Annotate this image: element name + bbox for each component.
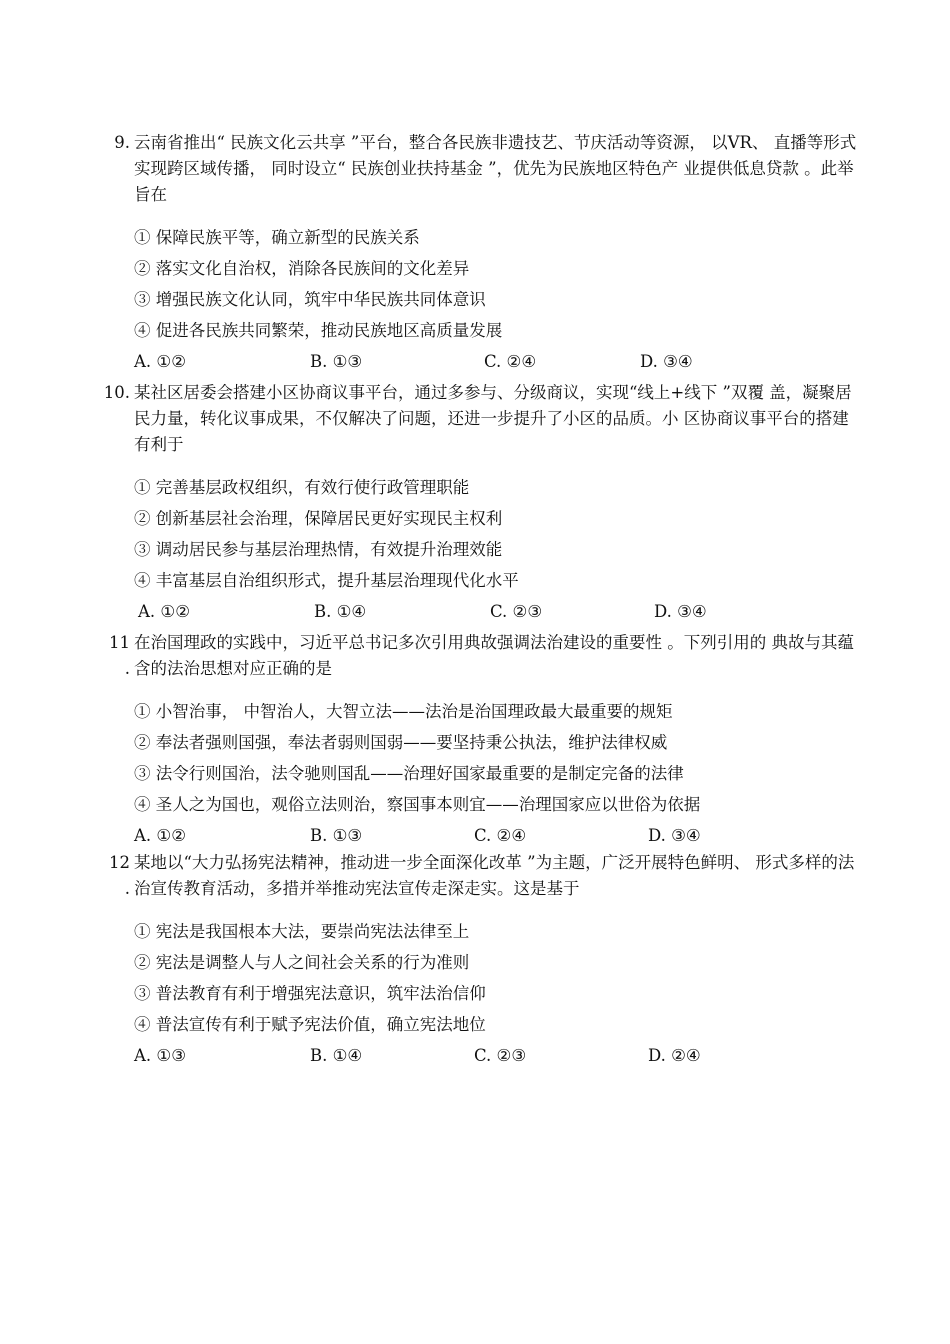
answer-choices (134, 1040, 860, 1071)
statement-3: ③ 增强民族文化认同，筑牢中华民族共同体意识 (134, 290, 486, 309)
choice-a: A. ①② (134, 826, 186, 845)
choice-a: A. ①② (138, 602, 190, 621)
statement-2: ② 奉法者强则国强，奉法者弱则国弱——要坚持秉公执法，维护法律权威 (134, 733, 668, 752)
question-9 (100, 130, 860, 377)
statement-list (100, 916, 860, 1040)
statement-1: ① 小智治事， 中智治人，大智立法——法治是治国理政最大最重要的规矩 (134, 702, 673, 721)
question-stem (100, 380, 860, 458)
statement-1: ① 完善基层政权组织，有效行使行政管理职能 (134, 478, 470, 497)
question-number: 9. (114, 133, 130, 152)
question-10 (100, 380, 860, 627)
question-stem (100, 130, 860, 208)
choice-c: C. ②④ (474, 826, 527, 845)
statement-3: ③ 法令行则国治，法令驰则国乱——治理好国家最重要的是制定完备的法律 (134, 764, 684, 783)
answer-choices (134, 346, 860, 377)
choice-c: C. ②③ (474, 1046, 527, 1065)
question-11 (100, 630, 860, 851)
choice-b: B. ①③ (310, 826, 363, 845)
choice-d: D. ②④ (648, 1046, 701, 1065)
statement-4: ④ 普法宣传有利于赋予宪法价值，确立宪法地位 (134, 1015, 486, 1034)
choice-b: B. ①④ (310, 1046, 363, 1065)
question-text: 某社区居委会搭建小区协商议事平台，通过多参与、分级商议，实现“线上+线下 ”双覆 盖，凝聚居民力量，转化议事成果，不仅解决了问题，还进一步提升了小区的品质。小 区协商议事平台的搭建有利于 (134, 383, 852, 454)
statement-2: ② 落实文化自治权，消除各民族间的文化差异 (134, 259, 470, 278)
question-number: 11 . (109, 633, 130, 678)
question-text: 某地以“大力弘扬宪法精神，推动进一步全面深化改革 ”为主题，广泛开展特色鲜明、 形式多样的法治宣传教育活动，多措并举推动宪法宣传走深走实。这是基于 (134, 853, 855, 898)
statement-list (100, 472, 860, 596)
answer-choices (134, 596, 860, 627)
question-stem (100, 850, 860, 902)
question-number: 12 . (109, 853, 130, 898)
question-12 (100, 850, 860, 1071)
statement-4: ④ 圣人之为国也，观俗立法则治，察国事本则宜——治理国家应以世俗为依据 (134, 795, 701, 814)
statement-1: ① 宪法是我国根本大法，要崇尚宪法法律至上 (134, 922, 470, 941)
statement-list (100, 696, 860, 820)
statement-3: ③ 调动居民参与基层治理热情，有效提升治理效能 (134, 540, 503, 559)
choice-d: D. ③④ (648, 826, 701, 845)
question-stem (100, 630, 860, 682)
statement-3: ③ 普法教育有利于增强宪法意识，筑牢法治信仰 (134, 984, 486, 1003)
choice-d: D. ③④ (640, 352, 693, 371)
answer-choices (134, 820, 860, 851)
statement-2: ② 宪法是调整人与人之间社会关系的行为准则 (134, 953, 470, 972)
choice-a: A. ①③ (134, 1046, 186, 1065)
choice-b: B. ①③ (310, 352, 363, 371)
question-text: 在治国理政的实践中，习近平总书记多次引用典故强调法治建设的重要性 。下列引用的 典故与其蕴含的法治思想对应正确的是 (134, 633, 854, 678)
question-text: 云南省推出“ 民族文化云共享 ”平台，整合各民族非遗技艺、节庆活动等资源， 以VR、 直播等形式实现跨区域传播， 同时设立“ 民族创业扶持基金 ”，优先为民族地区特色产 业提供低息贷款 。此举旨在 (134, 133, 857, 204)
choice-d: D. ③④ (654, 602, 707, 621)
statement-1: ① 保障民族平等，确立新型的民族关系 (134, 228, 420, 247)
question-number: 10. (103, 383, 130, 402)
statement-list (100, 222, 860, 346)
statement-4: ④ 丰富基层自治组织形式，提升基层治理现代化水平 (134, 571, 519, 590)
statement-2: ② 创新基层社会治理，保障居民更好实现民主权利 (134, 509, 503, 528)
statement-4: ④ 促进各民族共同繁荣，推动民族地区高质量发展 (134, 321, 503, 340)
choice-c: C. ②④ (484, 352, 537, 371)
choice-c: C. ②③ (490, 602, 543, 621)
choice-b: B. ①④ (314, 602, 367, 621)
choice-a: A. ①② (134, 352, 186, 371)
